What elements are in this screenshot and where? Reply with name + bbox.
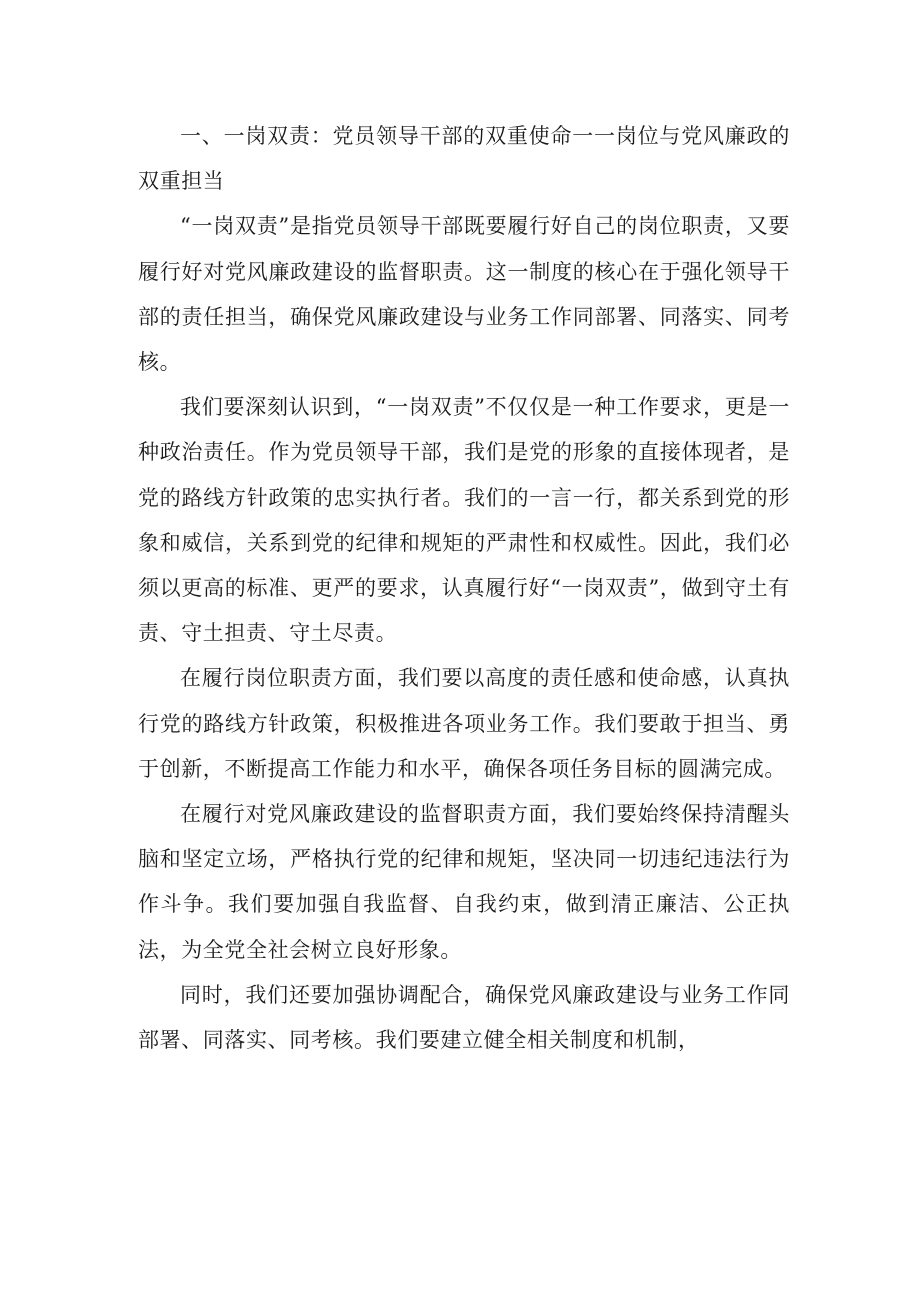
paragraph-job-duties: 在履行岗位职责方面，我们要以高度的责任感和使命感，认真执行党的路线方针政策，积极推进各项业务工作。我们要敢于担当、勇于创新，不断提高工作能力和水平，确保各项任务目标的圆满完成。 [138, 666, 790, 781]
section-heading: 一、一岗双责：党员领导干部的双重使命一一岗位与党风廉政的双重担当 [138, 124, 790, 194]
paragraph-political-responsibility: 我们要深刻认识到，“一岗双责”不仅仅是一种工作要求，更是一种政治责任。作为党员领导干部，我们是党的形象的直接体现者，是党的路线方针政策的忠实执行者。我们的一言一行，都关系到党的形象和威信，关系到党的纪律和规矩的严肃性和权威性。因此，我们必须以更高的标准、更严的要求，认真履行好“一岗双责”，做到守土有责、守土担责、守土尽责。 [138, 395, 790, 646]
paragraph-coordination: 同时，我们还要加强协调配合，确保党风廉政建设与业务工作同部署、同落实、同考核。我们要建立健全相关制度和机制， [138, 982, 790, 1053]
document-body [138, 114, 790, 1063]
paragraph-definition: “一岗双责”是指党员领导干部既要履行好自己的岗位职责，又要履行好对党风廉政建设的监督职责。这一制度的核心在于强化领导干部的责任担当，确保党风廉政建设与业务工作同部署、同落实、同考核。 [138, 214, 790, 375]
paragraph-supervision-duties: 在履行对党风廉政建设的监督职责方面，我们要始终保持清醒头脑和坚定立场，严格执行党的纪律和规矩，坚决同一切违纪违法行为作斗争。我们要加强自我监督、自我约束，做到清正廉洁、公正执法，为全党全社会树立良好形象。 [138, 802, 790, 962]
